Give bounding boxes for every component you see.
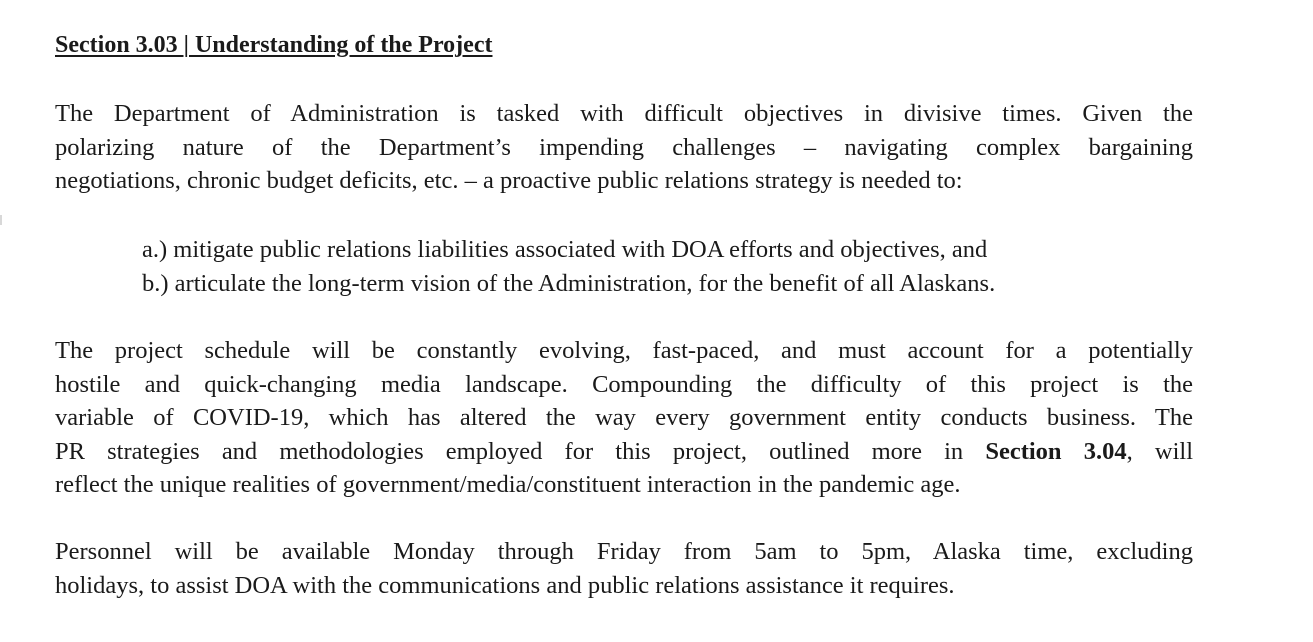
paragraph-schedule-line-2: hostile and quick-changing media landscape. Compounding the difficulty of this project is the <box>55 370 1193 398</box>
paragraph-schedule-line-5: reflect the unique realities of government/media/constituent interaction in the pandemic age. <box>55 471 961 498</box>
section-reference: Section 3.04 <box>985 437 1127 465</box>
paragraph-intro-line-1: The Department of Administration is tasked with difficult objectives in divisive times. Given the <box>55 100 1193 127</box>
paragraph-schedule-line-4 <box>55 435 1193 469</box>
line-4-tail: , will <box>1126 437 1193 465</box>
section-heading: Section 3.03 | Understanding of the Project <box>55 32 493 58</box>
paragraph-intro <box>55 97 1193 198</box>
paragraph-personnel-line-1: Personnel will be available Monday through Friday from 5am to 5pm, Alaska time, excluding <box>55 538 1193 565</box>
line-4-text: PR strategies and methodologies employed for this project, outlined more in <box>55 437 986 465</box>
paragraph-personnel-line-2: holidays, to assist DOA with the communications and public relations assistance it requires. <box>55 571 955 599</box>
paragraph-schedule-line-1: The project schedule will be constantly evolving, fast-paced, and must account for a potentially <box>55 337 1193 364</box>
paragraph-schedule-line-3: variable of COVID-19, which has altered the way every government entity conducts business. The <box>55 404 1193 431</box>
paragraph-intro-line-2: polarizing nature of the Department’s impending challenges – navigating complex bargaining <box>55 133 1193 161</box>
paragraph-personnel <box>55 535 1193 602</box>
paragraph-intro-line-3: negotiations, chronic budget deficits, etc. – a proactive public relations strategy is needed to: <box>55 167 963 194</box>
paragraph-schedule <box>55 334 1193 502</box>
objectives-list <box>142 233 995 300</box>
list-item: b.) articulate the long-term vision of the Administration, for the benefit of all Alaskans. <box>142 269 996 297</box>
list-item: a.) mitigate public relations liabilities associated with DOA efforts and objectives, and <box>142 236 988 263</box>
scan-margin-mark <box>0 215 2 225</box>
